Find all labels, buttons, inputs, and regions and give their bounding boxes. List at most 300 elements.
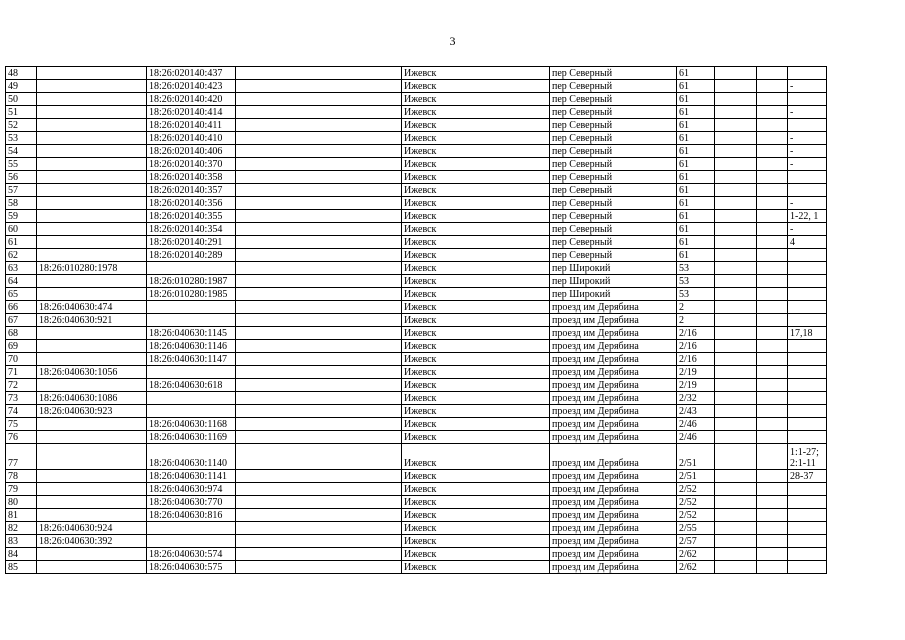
building-number-cell: 18:26:020140:410 [147, 132, 236, 145]
street-cell: проезд им Дерябина [550, 353, 677, 366]
parcel-number-cell [37, 80, 147, 93]
premises-cell [788, 496, 827, 509]
premises-cell [788, 509, 827, 522]
house-number-cell: 2/52 [677, 483, 715, 496]
blank-cell [757, 301, 788, 314]
blank-cell [757, 171, 788, 184]
street-cell: пер Северный [550, 171, 677, 184]
street-cell: пер Широкий [550, 288, 677, 301]
row-number-cell: 84 [6, 548, 37, 561]
building-number-cell: 18:26:040630:974 [147, 483, 236, 496]
table-row [6, 119, 827, 132]
house-number-cell: 61 [677, 210, 715, 223]
building-number-cell: 18:26:040630:770 [147, 496, 236, 509]
blank-cell [757, 392, 788, 405]
building-number-cell: 18:26:020140:370 [147, 158, 236, 171]
building-number-cell: 18:26:020140:289 [147, 249, 236, 262]
street-cell: проезд им Дерябина [550, 379, 677, 392]
table-row [6, 223, 827, 236]
blank-cell [715, 132, 757, 145]
building-number-cell: 18:26:040630:1146 [147, 340, 236, 353]
street-cell: пер Северный [550, 158, 677, 171]
city-cell: Ижевск [402, 340, 550, 353]
premises-cell [788, 522, 827, 535]
row-number-cell: 65 [6, 288, 37, 301]
house-number-cell: 2 [677, 314, 715, 327]
parcel-number-cell [37, 158, 147, 171]
blank-cell [715, 223, 757, 236]
premises-cell: 28-37 [788, 470, 827, 483]
blank-cell [236, 288, 402, 301]
table-row [6, 327, 827, 340]
city-cell: Ижевск [402, 561, 550, 574]
street-cell: пер Северный [550, 119, 677, 132]
row-number-cell: 73 [6, 392, 37, 405]
street-cell: пер Широкий [550, 275, 677, 288]
street-cell: проезд им Дерябина [550, 366, 677, 379]
blank-cell [757, 483, 788, 496]
premises-cell [788, 431, 827, 444]
table-row [6, 340, 827, 353]
house-number-cell: 61 [677, 119, 715, 132]
parcel-number-cell [37, 353, 147, 366]
blank-cell [236, 132, 402, 145]
house-number-cell: 2/19 [677, 379, 715, 392]
blank-cell [236, 327, 402, 340]
table-row [6, 483, 827, 496]
house-number-cell: 2 [677, 301, 715, 314]
street-cell: проезд им Дерябина [550, 431, 677, 444]
blank-cell [236, 392, 402, 405]
table-row [6, 548, 827, 561]
street-cell: проезд им Дерябина [550, 418, 677, 431]
blank-cell [715, 275, 757, 288]
parcel-number-cell [37, 470, 147, 483]
blank-cell [757, 106, 788, 119]
premises-cell [788, 548, 827, 561]
table-row [6, 470, 827, 483]
blank-cell [715, 171, 757, 184]
parcel-number-cell [37, 132, 147, 145]
building-number-cell [147, 301, 236, 314]
building-number-cell: 18:26:040630:1147 [147, 353, 236, 366]
blank-cell [757, 210, 788, 223]
row-number-cell: 62 [6, 249, 37, 262]
blank-cell [236, 509, 402, 522]
blank-cell [715, 379, 757, 392]
premises-cell: - [788, 132, 827, 145]
parcel-number-cell [37, 171, 147, 184]
building-number-cell [147, 262, 236, 275]
blank-cell [715, 392, 757, 405]
house-number-cell: 61 [677, 145, 715, 158]
street-cell: проезд им Дерябина [550, 509, 677, 522]
street-cell: проезд им Дерябина [550, 535, 677, 548]
parcel-number-cell [37, 119, 147, 132]
premises-cell: - [788, 80, 827, 93]
city-cell: Ижевск [402, 548, 550, 561]
blank-cell [236, 119, 402, 132]
city-cell: Ижевск [402, 301, 550, 314]
house-number-cell: 61 [677, 223, 715, 236]
city-cell: Ижевск [402, 509, 550, 522]
city-cell: Ижевск [402, 275, 550, 288]
premises-cell: 1:1-27; 2:1-11 [788, 444, 827, 470]
blank-cell [757, 236, 788, 249]
street-cell: проезд им Дерябина [550, 548, 677, 561]
blank-cell [757, 184, 788, 197]
building-number-cell: 18:26:020140:354 [147, 223, 236, 236]
city-cell: Ижевск [402, 197, 550, 210]
premises-cell [788, 171, 827, 184]
row-number-cell: 77 [6, 444, 37, 470]
row-number-cell: 69 [6, 340, 37, 353]
street-cell: пер Северный [550, 106, 677, 119]
blank-cell [757, 509, 788, 522]
table-row [6, 392, 827, 405]
table-row [6, 67, 827, 80]
street-cell: проезд им Дерябина [550, 522, 677, 535]
street-cell: проезд им Дерябина [550, 561, 677, 574]
blank-cell [236, 561, 402, 574]
house-number-cell: 61 [677, 106, 715, 119]
building-number-cell: 18:26:020140:356 [147, 197, 236, 210]
blank-cell [236, 535, 402, 548]
premises-cell [788, 418, 827, 431]
blank-cell [715, 106, 757, 119]
blank-cell [757, 366, 788, 379]
premises-cell [788, 483, 827, 496]
table-row [6, 405, 827, 418]
city-cell: Ижевск [402, 483, 550, 496]
city-cell: Ижевск [402, 392, 550, 405]
row-number-cell: 57 [6, 184, 37, 197]
city-cell: Ижевск [402, 93, 550, 106]
street-cell: пер Северный [550, 93, 677, 106]
house-number-cell: 2/43 [677, 405, 715, 418]
building-number-cell: 18:26:020140:420 [147, 93, 236, 106]
row-number-cell: 52 [6, 119, 37, 132]
row-number-cell: 51 [6, 106, 37, 119]
building-number-cell [147, 314, 236, 327]
house-number-cell: 2/52 [677, 496, 715, 509]
parcel-number-cell [37, 327, 147, 340]
blank-cell [236, 483, 402, 496]
table-row [6, 301, 827, 314]
table-row [6, 197, 827, 210]
premises-cell: - [788, 145, 827, 158]
blank-cell [236, 314, 402, 327]
blank-cell [236, 197, 402, 210]
row-number-cell: 60 [6, 223, 37, 236]
row-number-cell: 74 [6, 405, 37, 418]
blank-cell [715, 80, 757, 93]
blank-cell [236, 171, 402, 184]
blank-cell [715, 249, 757, 262]
street-cell: пер Северный [550, 197, 677, 210]
table-row [6, 379, 827, 392]
row-number-cell: 81 [6, 509, 37, 522]
street-cell: проезд им Дерябина [550, 405, 677, 418]
table-row [6, 184, 827, 197]
row-number-cell: 67 [6, 314, 37, 327]
building-number-cell: 18:26:020140:411 [147, 119, 236, 132]
city-cell: Ижевск [402, 119, 550, 132]
street-cell: пер Северный [550, 223, 677, 236]
premises-cell [788, 314, 827, 327]
city-cell: Ижевск [402, 366, 550, 379]
city-cell: Ижевск [402, 132, 550, 145]
parcel-number-cell [37, 249, 147, 262]
house-number-cell: 61 [677, 80, 715, 93]
city-cell: Ижевск [402, 210, 550, 223]
house-number-cell: 2/51 [677, 470, 715, 483]
row-number-cell: 61 [6, 236, 37, 249]
street-cell: пер Северный [550, 236, 677, 249]
blank-cell [715, 301, 757, 314]
city-cell: Ижевск [402, 405, 550, 418]
city-cell: Ижевск [402, 223, 550, 236]
blank-cell [757, 262, 788, 275]
building-number-cell: 18:26:040630:1169 [147, 431, 236, 444]
house-number-cell: 61 [677, 236, 715, 249]
parcel-number-cell [37, 444, 147, 470]
blank-cell [757, 275, 788, 288]
house-number-cell: 2/32 [677, 392, 715, 405]
blank-cell [757, 561, 788, 574]
house-number-cell: 2/57 [677, 535, 715, 548]
blank-cell [715, 561, 757, 574]
blank-cell [236, 106, 402, 119]
table-row [6, 431, 827, 444]
parcel-number-cell [37, 379, 147, 392]
premises-cell [788, 262, 827, 275]
blank-cell [715, 522, 757, 535]
parcel-number-cell [37, 548, 147, 561]
premises-cell [788, 119, 827, 132]
table-row [6, 353, 827, 366]
parcel-number-cell: 18:26:040630:923 [37, 405, 147, 418]
blank-cell [715, 327, 757, 340]
row-number-cell: 82 [6, 522, 37, 535]
blank-cell [757, 145, 788, 158]
blank-cell [757, 158, 788, 171]
blank-cell [715, 431, 757, 444]
row-number-cell: 80 [6, 496, 37, 509]
building-number-cell: 18:26:040630:816 [147, 509, 236, 522]
row-number-cell: 72 [6, 379, 37, 392]
blank-cell [236, 93, 402, 106]
city-cell: Ижевск [402, 431, 550, 444]
premises-cell: 4 [788, 236, 827, 249]
premises-cell [788, 184, 827, 197]
blank-cell [236, 418, 402, 431]
parcel-number-cell [37, 509, 147, 522]
street-cell: пер Северный [550, 184, 677, 197]
street-cell: пер Северный [550, 249, 677, 262]
parcel-number-cell [37, 106, 147, 119]
row-number-cell: 66 [6, 301, 37, 314]
parcel-number-cell [37, 288, 147, 301]
street-cell: пер Северный [550, 145, 677, 158]
parcel-number-cell [37, 236, 147, 249]
premises-cell: 1-22, 1 [788, 210, 827, 223]
building-number-cell: 18:26:040630:1140 [147, 444, 236, 470]
city-cell: Ижевск [402, 379, 550, 392]
blank-cell [715, 366, 757, 379]
table-row [6, 171, 827, 184]
street-cell: пер Северный [550, 67, 677, 80]
parcel-number-cell [37, 93, 147, 106]
premises-cell: - [788, 197, 827, 210]
blank-cell [757, 535, 788, 548]
building-number-cell: 18:26:020140:406 [147, 145, 236, 158]
premises-cell [788, 366, 827, 379]
house-number-cell: 2/62 [677, 561, 715, 574]
parcel-number-cell: 18:26:010280:1978 [37, 262, 147, 275]
blank-cell [715, 483, 757, 496]
blank-cell [715, 145, 757, 158]
house-number-cell: 61 [677, 171, 715, 184]
table-row [6, 262, 827, 275]
parcel-number-cell [37, 223, 147, 236]
city-cell: Ижевск [402, 314, 550, 327]
premises-cell [788, 301, 827, 314]
parcel-number-cell [37, 145, 147, 158]
building-number-cell [147, 392, 236, 405]
blank-cell [236, 405, 402, 418]
table-row [6, 236, 827, 249]
house-number-cell: 53 [677, 275, 715, 288]
house-number-cell: 61 [677, 93, 715, 106]
house-number-cell: 61 [677, 67, 715, 80]
blank-cell [715, 158, 757, 171]
premises-cell [788, 93, 827, 106]
table-row [6, 509, 827, 522]
row-number-cell: 48 [6, 67, 37, 80]
building-number-cell: 18:26:040630:574 [147, 548, 236, 561]
city-cell: Ижевск [402, 158, 550, 171]
premises-cell [788, 288, 827, 301]
city-cell: Ижевск [402, 249, 550, 262]
city-cell: Ижевск [402, 353, 550, 366]
blank-cell [236, 275, 402, 288]
city-cell: Ижевск [402, 418, 550, 431]
blank-cell [757, 431, 788, 444]
building-number-cell [147, 366, 236, 379]
blank-cell [715, 535, 757, 548]
blank-cell [715, 236, 757, 249]
blank-cell [236, 496, 402, 509]
blank-cell [715, 262, 757, 275]
row-number-cell: 68 [6, 327, 37, 340]
house-number-cell: 2/62 [677, 548, 715, 561]
blank-cell [757, 444, 788, 470]
blank-cell [236, 158, 402, 171]
parcel-number-cell [37, 210, 147, 223]
blank-cell [236, 340, 402, 353]
city-cell: Ижевск [402, 535, 550, 548]
parcel-number-cell: 18:26:040630:921 [37, 314, 147, 327]
premises-cell [788, 340, 827, 353]
blank-cell [236, 80, 402, 93]
table-row [6, 210, 827, 223]
blank-cell [757, 288, 788, 301]
house-number-cell: 2/16 [677, 340, 715, 353]
blank-cell [757, 340, 788, 353]
blank-cell [757, 496, 788, 509]
house-number-cell: 2/51 [677, 444, 715, 470]
house-number-cell: 2/55 [677, 522, 715, 535]
row-number-cell: 63 [6, 262, 37, 275]
house-number-cell: 61 [677, 184, 715, 197]
row-number-cell: 50 [6, 93, 37, 106]
city-cell: Ижевск [402, 262, 550, 275]
blank-cell [715, 340, 757, 353]
table-row [6, 366, 827, 379]
blank-cell [236, 522, 402, 535]
blank-cell [757, 197, 788, 210]
blank-cell [236, 444, 402, 470]
premises-cell: - [788, 223, 827, 236]
blank-cell [715, 405, 757, 418]
blank-cell [236, 236, 402, 249]
street-cell: проезд им Дерябина [550, 314, 677, 327]
street-cell: проезд им Дерябина [550, 327, 677, 340]
building-number-cell: 18:26:020140:358 [147, 171, 236, 184]
building-number-cell: 18:26:040630:1168 [147, 418, 236, 431]
row-number-cell: 58 [6, 197, 37, 210]
blank-cell [715, 67, 757, 80]
house-number-cell: 2/46 [677, 431, 715, 444]
building-number-cell: 18:26:010280:1987 [147, 275, 236, 288]
building-number-cell: 18:26:020140:437 [147, 67, 236, 80]
blank-cell [715, 548, 757, 561]
parcel-number-cell [37, 67, 147, 80]
premises-cell [788, 405, 827, 418]
table-row [6, 444, 827, 470]
blank-cell [757, 418, 788, 431]
house-number-cell: 2/19 [677, 366, 715, 379]
parcel-number-cell [37, 496, 147, 509]
street-cell: проезд им Дерябина [550, 483, 677, 496]
premises-cell [788, 379, 827, 392]
row-number-cell: 54 [6, 145, 37, 158]
house-number-cell: 2/46 [677, 418, 715, 431]
street-cell: проезд им Дерябина [550, 444, 677, 470]
table-row [6, 132, 827, 145]
parcel-number-cell: 18:26:040630:1086 [37, 392, 147, 405]
blank-cell [236, 431, 402, 444]
row-number-cell: 78 [6, 470, 37, 483]
blank-cell [236, 353, 402, 366]
blank-cell [236, 366, 402, 379]
street-cell: пер Северный [550, 132, 677, 145]
blank-cell [757, 223, 788, 236]
building-number-cell [147, 535, 236, 548]
building-number-cell: 18:26:010280:1985 [147, 288, 236, 301]
blank-cell [715, 353, 757, 366]
city-cell: Ижевск [402, 171, 550, 184]
premises-cell [788, 275, 827, 288]
city-cell: Ижевск [402, 184, 550, 197]
premises-cell: 17,18 [788, 327, 827, 340]
blank-cell [715, 509, 757, 522]
parcel-number-cell [37, 561, 147, 574]
blank-cell [715, 444, 757, 470]
blank-cell [236, 210, 402, 223]
street-cell: проезд им Дерябина [550, 392, 677, 405]
